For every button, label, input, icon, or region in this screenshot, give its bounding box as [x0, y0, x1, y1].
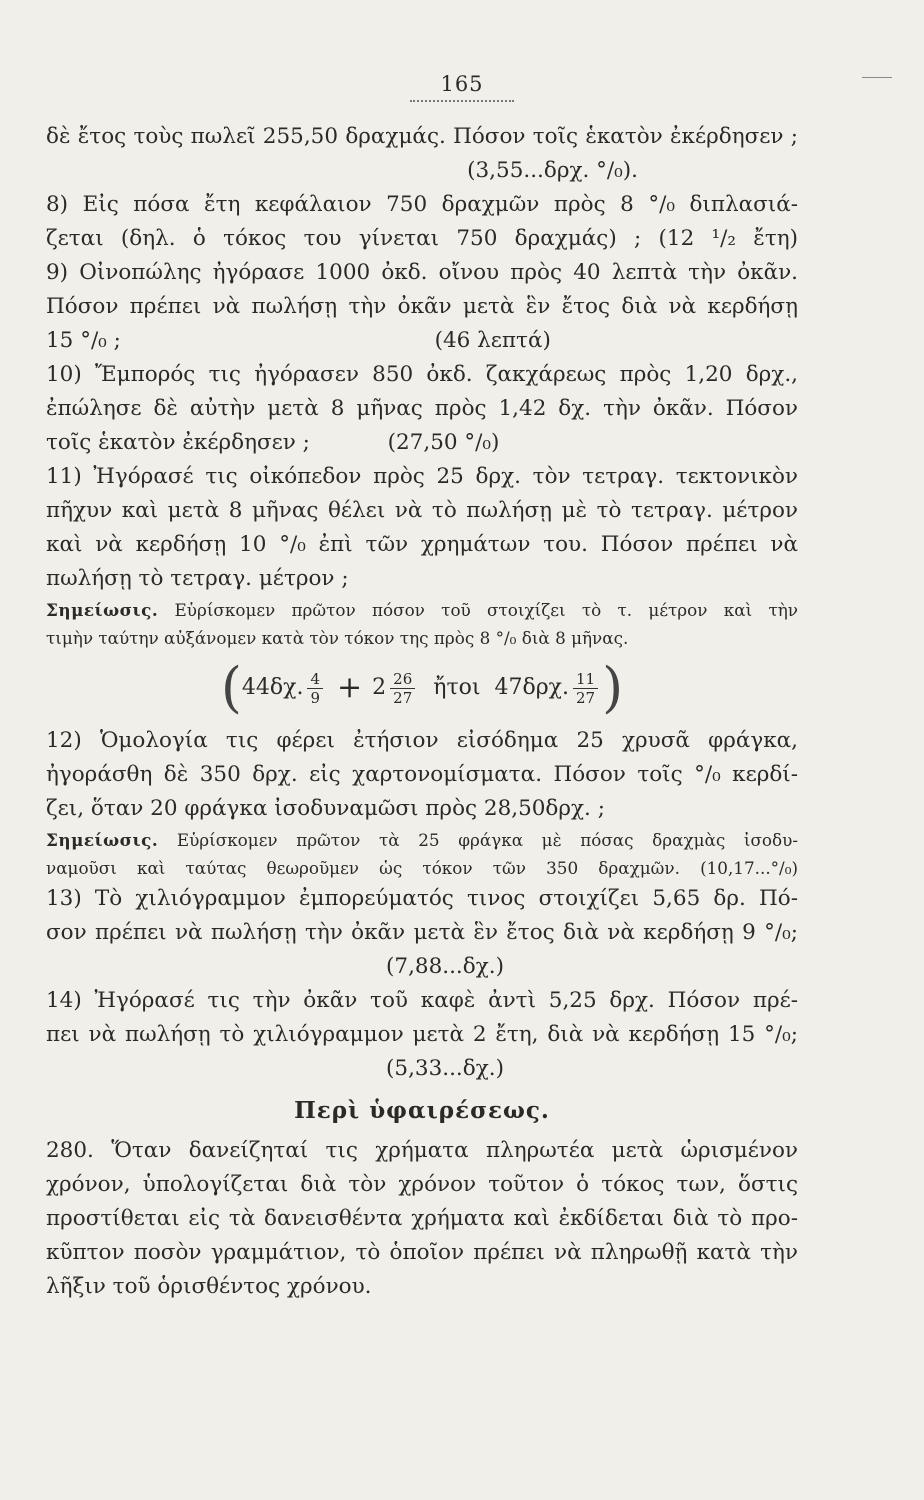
formula-whole-2: 2 [372, 675, 387, 700]
fraction-formula [46, 656, 798, 720]
problem-11-line-1: 11) Ἠγόρασέ τις οἰκόπεδον πρὸς 25 δρχ. τὸν τετραγ. τεκτονικὸν [46, 464, 798, 489]
formula-numerator-2: 26 [390, 670, 415, 689]
formula-numerator-3: 11 [573, 670, 598, 689]
note-12-line-1 [46, 826, 798, 854]
formula-denominator-1: 9 [310, 688, 321, 707]
problem-10-question: τοῖς ἑκατὸν ἐκέρδησεν ; [46, 430, 310, 455]
page-number [0, 72, 924, 102]
problem-9-rate: 15 °/₀ ; [46, 328, 121, 353]
page-number-text: 165 [440, 72, 484, 96]
note-12-line-2: ναμοῦσι καὶ ταύτας θεωροῦμεν ὡς τόκον τῶν 350 δραχμῶν. (10,17...°/₀) [46, 858, 798, 878]
problem-9-line-1: 9) Οἰνοπώλης ἠγόρασε 1000 ὀκδ. οἴνου πρὸς 40 λεπτὰ τὴν ὀκᾶν. [46, 260, 798, 285]
section-280-line-5: λῆξιν τοῦ ὁρισθέντος χρόνου. [46, 1274, 372, 1299]
formula-fraction-2 [390, 670, 415, 707]
note-text: Εὑρίσκομεν πρῶτον πόσον τοῦ στοιχίζει τὸ τ. μέτρον καὶ τὴν [174, 600, 798, 620]
section-280-line-3: προστίθεται εἰς τὰ δανεισθέντα χρήματα καὶ ἐκδίδεται διὰ τὸ προ- [46, 1206, 798, 1231]
problem-8-line-2: ζεται (δηλ. ὁ τόκος του γίνεται 750 δραχμάς) ; (12 ¹/₂ ἔτη) [46, 226, 798, 251]
section-280-line-2: χρόνον, ὑπολογίζεται διὰ τὸν χρόνον τοῦτον ὁ τόκος των, ὅστις [46, 1172, 798, 1197]
formula-open-paren: ( [220, 656, 242, 719]
problem-13-line-2: σον πρέπει νὰ πωλήσῃ τὴν ὀκᾶν μετὰ ἓν ἔτος διὰ νὰ κερδήσῃ 9 °/₀; [46, 920, 798, 945]
page-number-underline [410, 100, 514, 102]
problem-14-line-1: 14) Ἠγόρασέ τις τὴν ὀκᾶν τοῦ καφὲ ἀντὶ 5,25 δρχ. Πόσον πρέ- [46, 988, 798, 1013]
problem-11-line-3: καὶ νὰ κερδήσῃ 10 °/₀ ἐπὶ τῶν χρημάτων του. Πόσον πρέπει νὰ [46, 532, 798, 557]
problem-14-line-2: πει νὰ πωλήσῃ τὸ χιλιόγραμμον μετὰ 2 ἔτη, διὰ νὰ κερδήσῃ 15 °/₀; [46, 1022, 798, 1047]
text-line: δὲ ἔτος τοὺς πωλεῖ 255,50 δραχμάς. Πόσον τοῖς ἑκατὸν ἐκέρδησεν ; [46, 124, 798, 149]
note-label: Σημείωσις. [46, 600, 159, 620]
problem-13-line-1: 13) Τὸ χιλιόγραμμον ἐμπορεύματός τινος στοιχίζει 5,65 δρ. Πό- [46, 886, 798, 911]
problem-12-line-2: ἠγοράσθη δὲ 350 δρχ. εἰς χαρτονομίσματα. Πόσον τοῖς °/₀ κερδί- [46, 762, 798, 787]
problem-10-line-3 [46, 426, 798, 460]
formula-connector: ἤτοι [433, 675, 481, 700]
formula-plus: + [337, 670, 363, 705]
problem-8-line-1: 8) Εἰς πόσα ἔτη κεφάλαιον 750 δραχμῶν πρὸς 8 °/₀ διπλασιά- [46, 192, 798, 217]
section-280-line-4: κῦπτον ποσὸν γραμμάτιον, τὸ ὁποῖον πρέπει νὰ πληρωθῇ κατὰ τὴν [46, 1240, 798, 1265]
formula-fraction-1 [307, 670, 323, 707]
problem-11-line-4: πωλήσῃ τὸ τετραγ. μέτρον ; [46, 566, 349, 591]
answer-line: (3,55...δρχ. °/₀). [467, 158, 638, 183]
problem-11-line-2: πῆχυν καὶ μετὰ 8 μῆνας θέλει νὰ τὸ πωλήσῃ μὲ τὸ τετραγ. μέτρον [46, 498, 798, 523]
problem-9-answer: (46 λεπτά) [434, 328, 551, 353]
problem-12-line-3: ζει, ὅταν 20 φράγκα ἰσοδυναμῶσι πρὸς 28,50δρχ. ; [46, 796, 605, 821]
section-heading: Περὶ ὑφαιρέσεως. [294, 1097, 550, 1124]
section-280-line-1: 280. Ὅταν δανείζηταί τις χρήματα πληρωτέα μετὰ ὡρισμένον [46, 1138, 798, 1163]
problem-10-line-1: 10) Ἔμπορός τις ἠγόρασεν 850 ὀκδ. ζακχάρεως πρὸς 1,20 δρχ., [46, 362, 798, 387]
formula-numerator-1: 4 [307, 670, 323, 689]
problem-10-line-2: ἐπώλησε δὲ αὐτὴν μετὰ 8 μῆνας πρὸς 1,42 δχ. τὴν ὀκᾶν. Πόσον [46, 396, 798, 421]
formula-whole-3: 47δρχ. [494, 675, 569, 700]
problem-14-answer: (5,33...δχ.) [386, 1056, 504, 1081]
page-body [46, 120, 798, 1304]
note-text: Εὑρίσκομεν πρῶτον τὰ 25 φράγκα μὲ πόσας δραχμὰς ἰσοδυ- [176, 830, 798, 850]
formula-close-paren: ) [602, 656, 624, 719]
problem-10-answer: (27,50 °/₀) [387, 430, 500, 455]
note-11-line-2: τιμὴν ταύτην αὐξάνομεν κατὰ τὸν τόκον της πρὸς 8 °/₀ διὰ 8 μῆνας. [46, 628, 629, 648]
problem-9-line-3 [46, 324, 798, 358]
note-label: Σημείωσις. [46, 830, 159, 850]
note-11-line-1 [46, 596, 798, 624]
formula-denominator-3: 27 [576, 688, 596, 707]
formula-whole-1: 44δχ. [241, 675, 304, 700]
formula-denominator-2: 27 [393, 688, 413, 707]
problem-12-line-1: 12) Ὁμολογία τις φέρει ἐτήσιον εἰσόδημα 25 χρυσᾶ φράγκα, [46, 728, 798, 753]
corner-rule [862, 77, 892, 78]
problem-9-line-2: Πόσον πρέπει νὰ πωλήσῃ τὴν ὀκᾶν μετὰ ἓν ἔτος διὰ νὰ κερδήσῃ [46, 294, 798, 319]
problem-13-answer: (7,88...δχ.) [386, 954, 504, 979]
formula-fraction-3 [573, 670, 598, 707]
